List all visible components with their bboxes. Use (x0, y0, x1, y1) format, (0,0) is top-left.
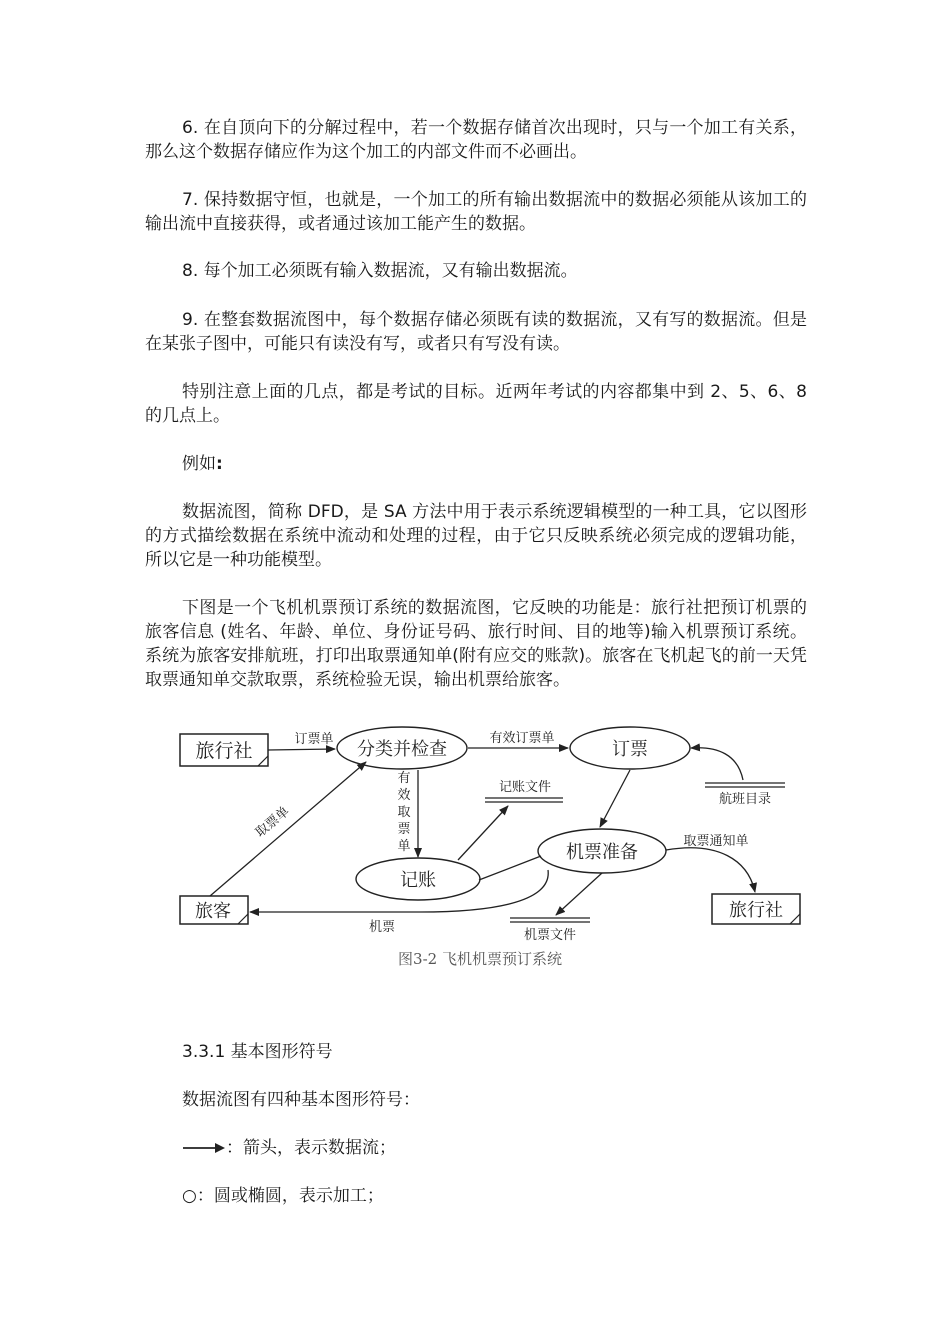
process-book-label: 订票 (612, 739, 648, 760)
process-prepare-label: 机票准备 (566, 842, 638, 863)
flow-valid-pickup-char-3: 取 (397, 805, 411, 820)
process-prepare (538, 829, 666, 873)
example-label (182, 452, 223, 476)
store-accounts-label: 记账文件 (498, 780, 552, 795)
store-tickets (510, 918, 590, 943)
flow-order-label: 订票单 (294, 732, 334, 747)
store-flights (705, 783, 785, 807)
flow-prepare-to-tickets (556, 873, 602, 915)
paragraph-rule-7: 7. 保持数据守恒，也就是，一个加工的所有输出数据流中的数据必须能从该加工的输出流中直接获得，或者通过该加工能产生的数据。 (145, 190, 807, 234)
flow-valid-pickup-char-2: 效 (397, 788, 411, 803)
flow-valid-pickup-char-5: 单 (397, 839, 411, 854)
flow-pickup-notice (666, 834, 755, 892)
arrow-symbol-icon (182, 1142, 226, 1154)
process-classify-label: 分类并检查 (357, 739, 447, 760)
entity-passenger-label: 旅客 (195, 901, 231, 922)
flow-book-to-prepare (600, 770, 630, 827)
process-account-label: 记账 (400, 870, 436, 891)
entity-agency-bottom (712, 894, 800, 924)
figure-caption: 图3-2 飞机机票预订系统 (398, 950, 562, 968)
entity-passenger (180, 896, 248, 924)
paragraph-figure-intro: 下图是一个飞机机票预订系统的数据流图，它反映的功能是：旅行社把预订机票的旅客信息 (姓名、年龄、单位、身份证号码、旅行时间、目的地等)输入机票预订系统。系统为旅客安排航班，打印出取票通知单(附有应交的账款)。旅客在飞机起飞的前一天凭取票通知单交款取票，系统检验无误，输出机票给旅客。 (145, 598, 807, 690)
dfd-diagram (170, 720, 810, 980)
process-account (356, 858, 480, 900)
paragraph-rule-8: 8. 每个加工必须既有输入数据流，又有输出数据流。 (182, 261, 578, 281)
entity-agency-bottom-label: 旅行社 (729, 900, 783, 921)
entity-agency-top-label: 旅行社 (195, 740, 253, 762)
dfd-figure (170, 720, 810, 980)
flow-valid-order (468, 731, 568, 748)
entity-agency-top (180, 734, 268, 766)
arrow-symbol-desc: ：箭头，表示数据流； (226, 1138, 396, 1158)
process-book (570, 727, 690, 769)
flow-valid-order-label: 有效订票单 (489, 731, 555, 746)
paragraph-rule-6: 6. 在自顶向下的分解过程中，若一个数据存储首次出现时，只与一个加工有关系，那么这个数据存储应作为这个加工的内部文件而不必画出。 (145, 118, 807, 162)
store-tickets-label: 机票文件 (523, 928, 577, 943)
flow-order (268, 732, 335, 750)
flow-flights-to-book (691, 748, 743, 780)
flow-account-to-store (458, 806, 508, 860)
process-classify (337, 727, 467, 769)
section-intro: 数据流图有四种基本图形符号： (182, 1090, 420, 1110)
example-label-colon: : (216, 454, 223, 474)
flow-pickup-slip (210, 762, 366, 896)
flow-pickup-slip-label: 取票单 (252, 804, 293, 841)
paragraph-note: 特别注意上面的几点，都是考试的目标。近两年考试的内容都集中到 2、5、6、8 的几点上。 (145, 382, 807, 426)
store-accounts (485, 780, 563, 802)
flow-valid-pickup (397, 770, 418, 857)
flow-pickup-notice-label: 取票通知单 (683, 834, 749, 849)
flow-prepare-to-account (479, 856, 541, 880)
store-flights-label: 航班目录 (718, 792, 772, 807)
arrow-symbol-line (182, 1136, 396, 1160)
flow-ticket-label: 机票 (368, 920, 396, 935)
paragraph-rule-9: 9. 在整套数据流图中，每个数据存储必须既有读的数据流，又有写的数据流。但是在某张子图中，可能只有读没有写，或者只有写没有读。 (145, 310, 807, 354)
flow-valid-pickup-char-1: 有 (397, 771, 411, 786)
section-heading: 3.3.1 基本图形符号 (182, 1042, 333, 1062)
flow-valid-pickup-char-4: 票 (397, 822, 411, 837)
paragraph-dfd-intro: 数据流图，简称 DFD，是 SA 方法中用于表示系统逻辑模型的一种工具，它以图形的方式描绘数据在系统中流动和处理的过程，由于它只反映系统必须完成的逻辑功能，所以它是一种功能模型。 (145, 502, 807, 570)
example-label-text: 例如 (182, 454, 216, 474)
circle-symbol-line: ○：圆或椭圆，表示加工； (182, 1186, 384, 1206)
